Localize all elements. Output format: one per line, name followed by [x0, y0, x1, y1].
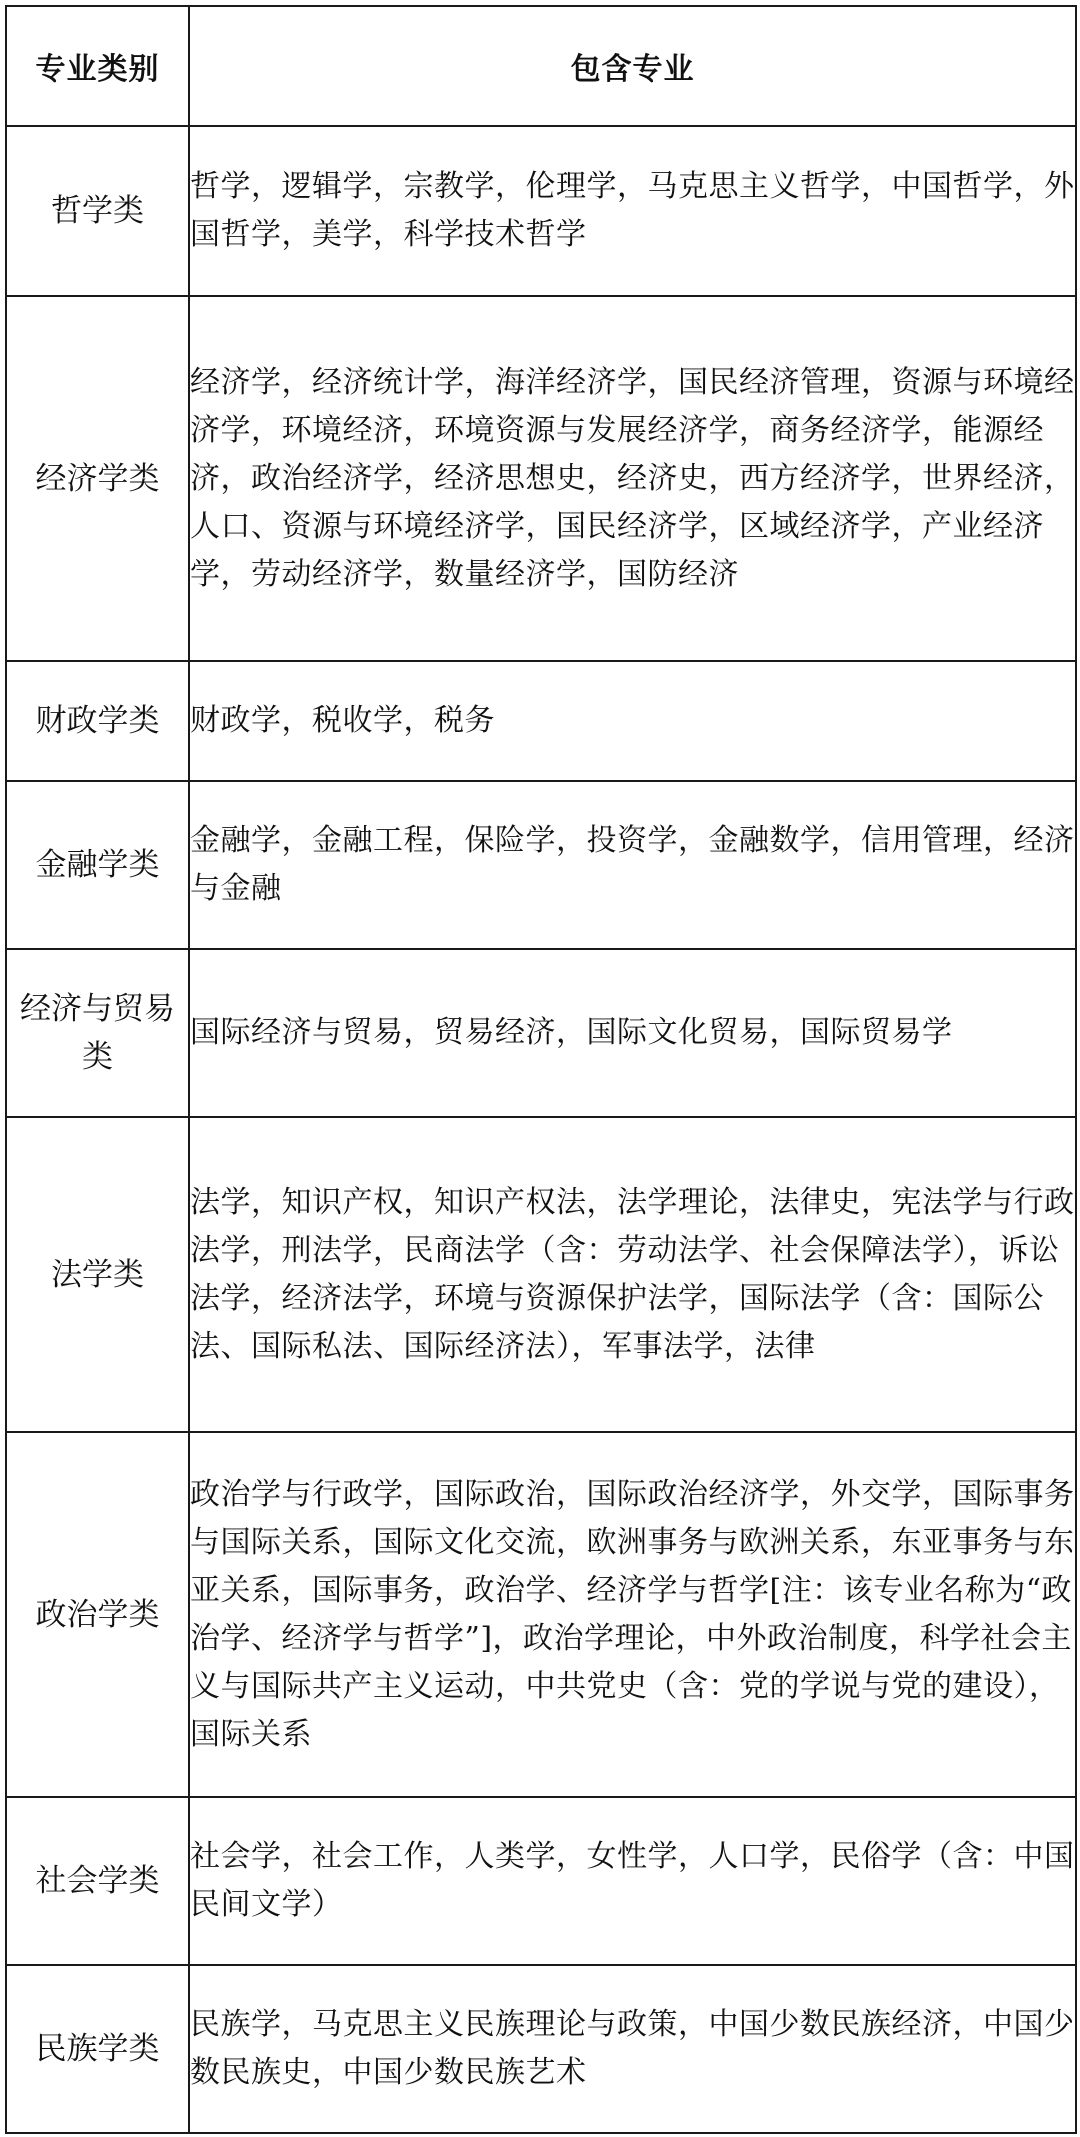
category-cell: 法学类 — [6, 1117, 189, 1432]
table-header-row — [6, 6, 1076, 126]
category-cell: 财政学类 — [6, 661, 189, 781]
category-cell: 政治学类 — [6, 1432, 189, 1797]
header-majors: 包含专业 — [189, 6, 1076, 126]
majors-cell: 哲学，逻辑学，宗教学，伦理学，马克思主义哲学，中国哲学，外国哲学，美学，科学技术哲学 — [189, 126, 1076, 296]
category-cell: 民族学类 — [6, 1965, 189, 2133]
table-row — [6, 781, 1076, 949]
majors-cell: 金融学，金融工程，保险学，投资学，金融数学，信用管理，经济与金融 — [189, 781, 1076, 949]
majors-cell: 国际经济与贸易，贸易经济，国际文化贸易，国际贸易学 — [189, 949, 1076, 1117]
majors-cell: 经济学，经济统计学，海洋经济学，国民经济管理，资源与环境经济学，环境经济，环境资源与发展经济学，商务经济学，能源经济，政治经济学，经济思想史，经济史，西方经济学，世界经济，人口、资源与环境经济学，国民经济学，区域经济学，产业经济学，劳动经济学，数量经济学，国防经济 — [189, 296, 1076, 661]
header-category: 专业类别 — [6, 6, 189, 126]
majors-cell: 社会学，社会工作，人类学，女性学，人口学，民俗学（含：中国民间文学） — [189, 1797, 1076, 1965]
category-cell: 金融学类 — [6, 781, 189, 949]
table-row — [6, 126, 1076, 296]
category-cell: 经济与贸易类 — [6, 949, 189, 1117]
majors-cell: 民族学，马克思主义民族理论与政策，中国少数民族经济，中国少数民族史，中国少数民族艺术 — [189, 1965, 1076, 2133]
table-row — [6, 1117, 1076, 1432]
majors-table — [5, 5, 1077, 2134]
table-row — [6, 1965, 1076, 2133]
table-row — [6, 1432, 1076, 1797]
majors-cell: 财政学，税收学，税务 — [189, 661, 1076, 781]
table-row — [6, 949, 1076, 1117]
table-row — [6, 296, 1076, 661]
majors-cell: 政治学与行政学，国际政治，国际政治经济学，外交学，国际事务与国际关系，国际文化交流，欧洲事务与欧洲关系，东亚事务与东亚关系，国际事务，政治学、经济学与哲学[注：该专业名称为“政治学、经济学与哲学”]，政治学理论，中外政治制度，科学社会主义与国际共产主义运动，中共党史（含：党的学说与党的建设），国际关系 — [189, 1432, 1076, 1797]
category-cell: 经济学类 — [6, 296, 189, 661]
category-cell: 哲学类 — [6, 126, 189, 296]
category-cell: 社会学类 — [6, 1797, 189, 1965]
majors-cell: 法学，知识产权，知识产权法，法学理论，法律史，宪法学与行政法学，刑法学，民商法学（含：劳动法学、社会保障法学），诉讼法学，经济法学，环境与资源保护法学，国际法学（含：国际公法、国际私法、国际经济法），军事法学，法律 — [189, 1117, 1076, 1432]
table-row — [6, 1797, 1076, 1965]
table-row — [6, 661, 1076, 781]
